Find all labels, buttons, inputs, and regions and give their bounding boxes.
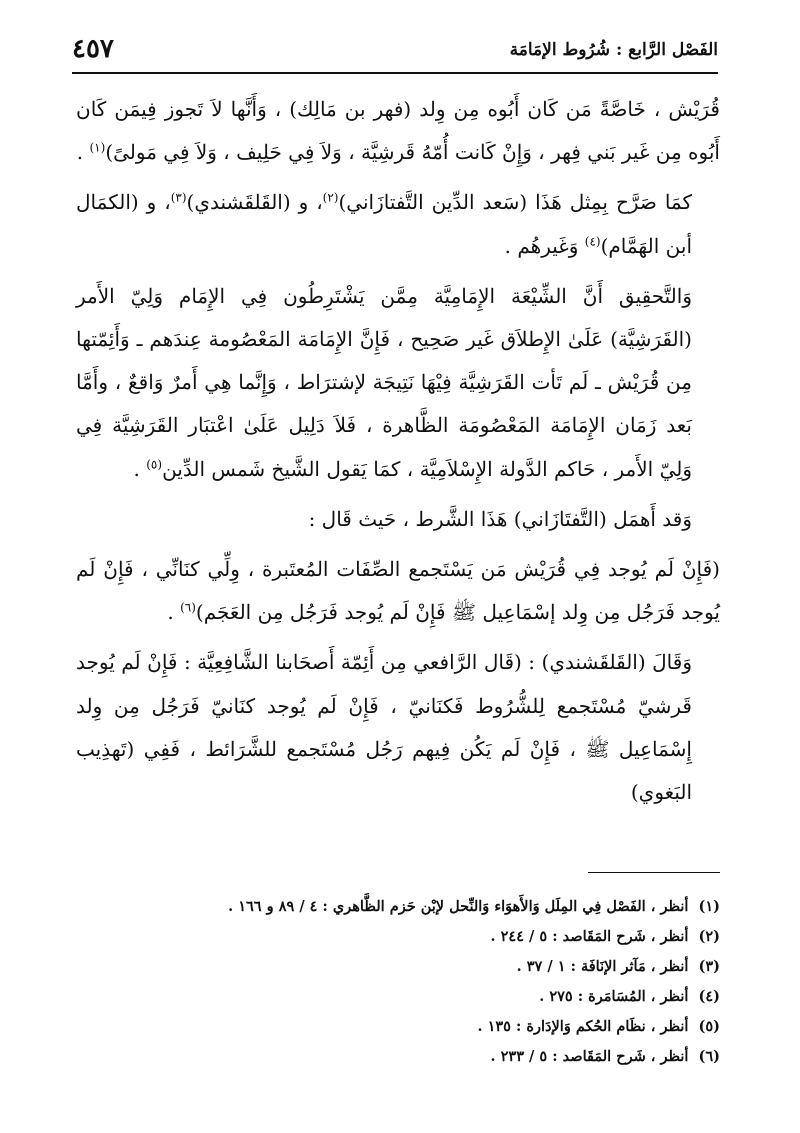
header-rule	[72, 72, 718, 74]
footnote-2: (٢)أنظر ، شَرح المَقَاصد : ٥ / ٢٤٤ .	[490, 928, 720, 945]
footnote-ref-3: (٣)	[170, 190, 187, 205]
main-text	[76, 88, 720, 814]
paragraph-4: وَقد أَهمَل (التَّفتَازَاني) هَذَا الشَّرط ، حَيث قَال :	[308, 506, 692, 531]
page-header	[72, 34, 718, 74]
paragraph-3: وَالتَّحقِيق أَنَّ الشِّيْعَة الإِمَامِيَّة مِمَّن يَشْتَرِطُون فِي الإِمَام وَلِيّ الأَمر (القَرَشِيَّة) عَلَىٰ الإِطلاَق غَير صَحِيح ، فَإِنَّ الإِمَامَة المَعْصُومة عِندَهم ـ وَأَئِمّتها مِن قُرَيْش ـ لَم تَأت القَرَشِيَّة فِيْهَا نَتِيجَة لإشترَاط ، وَإِنَّما هِي أَمرٌ وَاقعٌ ، وأَمَّا بَعد زَمَان الإِمَامَة المَعْصُومَة الظَّاهرة ، فَلاَ دَلِيل عَلَىٰ اعْتبَار القَرَشِيَّة فِي وَلِيّ الأَمر ، حَاكم الدَّولة الإِسْلاَمِيَّة ، كمَا يَقول الشَّيخ شَمس الدِّين$^{(٥)}$ .	[76, 283, 692, 481]
quote-taftazani: (فَإِنْ لَم يُوجد فِي قُرَيْش مَن يَسْتَجمع الصِّفَات المُعتَبرة ، وِلِّي كنَانِّي ، فَإِنْ لَم يُوجد فَرَجُل مِن وِلد إسْمَاعِيل ﷺ فَإِنْ لَم يُوجد فَرَجُل مِن العَجَم)$^{(٦)}$ .	[76, 557, 720, 625]
footnotes	[60, 892, 720, 1072]
footnote-ref-1: (١)	[89, 140, 106, 155]
paragraph-1: قُرَيْش ، خَاصَّةً مَن كَان أَبُوه مِن وِلد (فهر بن مَالِك) ، وَأَنَّها لاَ تَجوز فِيمَن كَان أَبُوه مِن غَير بَني فِهر ، وَإِنْ كَانت أُمّهُ قَرشِيَّة ، وَلاَ فِي حَلِيف ، وَلاَ فِي مَولىً)$^{(١)}$ .	[76, 97, 720, 165]
footnote-separator	[588, 872, 720, 873]
footnote-4: (٤)أنظر ، المُسَامَرة : ٢٧٥ .	[539, 988, 720, 1005]
footnote-1: (١)أنظر ، الفَصْل فِي المِلَل وَالأَهوَاء وَالنِّحل لإبْن حَزم الظَّاهري : ٤ / ٨٩ و ١٦٦ .	[228, 898, 720, 915]
running-title: الفَصْل الرَّابع : شُرُوط الإمَامَة	[509, 40, 718, 60]
footnote-ref-5: (٥)	[146, 456, 163, 471]
footnote-5: (٥)أنظر ، نظَام الحُكم وَالإدَارة : ١٣٥ .	[477, 1018, 720, 1035]
footnote-3: (٣)أنظر ، مَآثر الإنَافَة : ١ / ٣٧ .	[516, 958, 720, 975]
footnote-ref-2: (٢)	[322, 190, 339, 205]
page-number: ٤٥٧	[72, 34, 114, 64]
paragraph-2: كمَا صَرَّح بِمِثل هَذَا (سَعد الدِّين التَّفتازَاني)$^{(٢)}$، و (القَلقَشندي)$^{(٣)}$، و (الكمَال أبن الهَمَّام)$^{(٤)}$ وَغَيرهُم .	[76, 190, 692, 258]
footnote-ref-6: (٦)	[180, 600, 196, 615]
footnote-6: (٦)أنظر ، شَرح المَقَاصد : ٥ / ٢٣٣ .	[490, 1048, 720, 1065]
footnote-ref-4: (٤)	[584, 233, 601, 248]
paragraph-6: وَقَالَ (القَلقَشندي) : (قَال الرَّافعي مِن أَئِمّة أَصحَابنا الشَّافِعِيَّة : فَإِنْ لَم يُوجد قَرشيّ مُسْتَجمع لِلشُّرُوط فَكنَانيّ ، فَإِنْ لَم يُوجد كنَانيّ فَرَجُل مِن وِلد إِسْمَاعِيل ﷺ ، فَإِنْ لَم يَكُن فِيهم رَجُل مُسْتَجمع للشَّرَائط ، فَفِي (تَهذِيب البَغوي)	[76, 650, 692, 805]
